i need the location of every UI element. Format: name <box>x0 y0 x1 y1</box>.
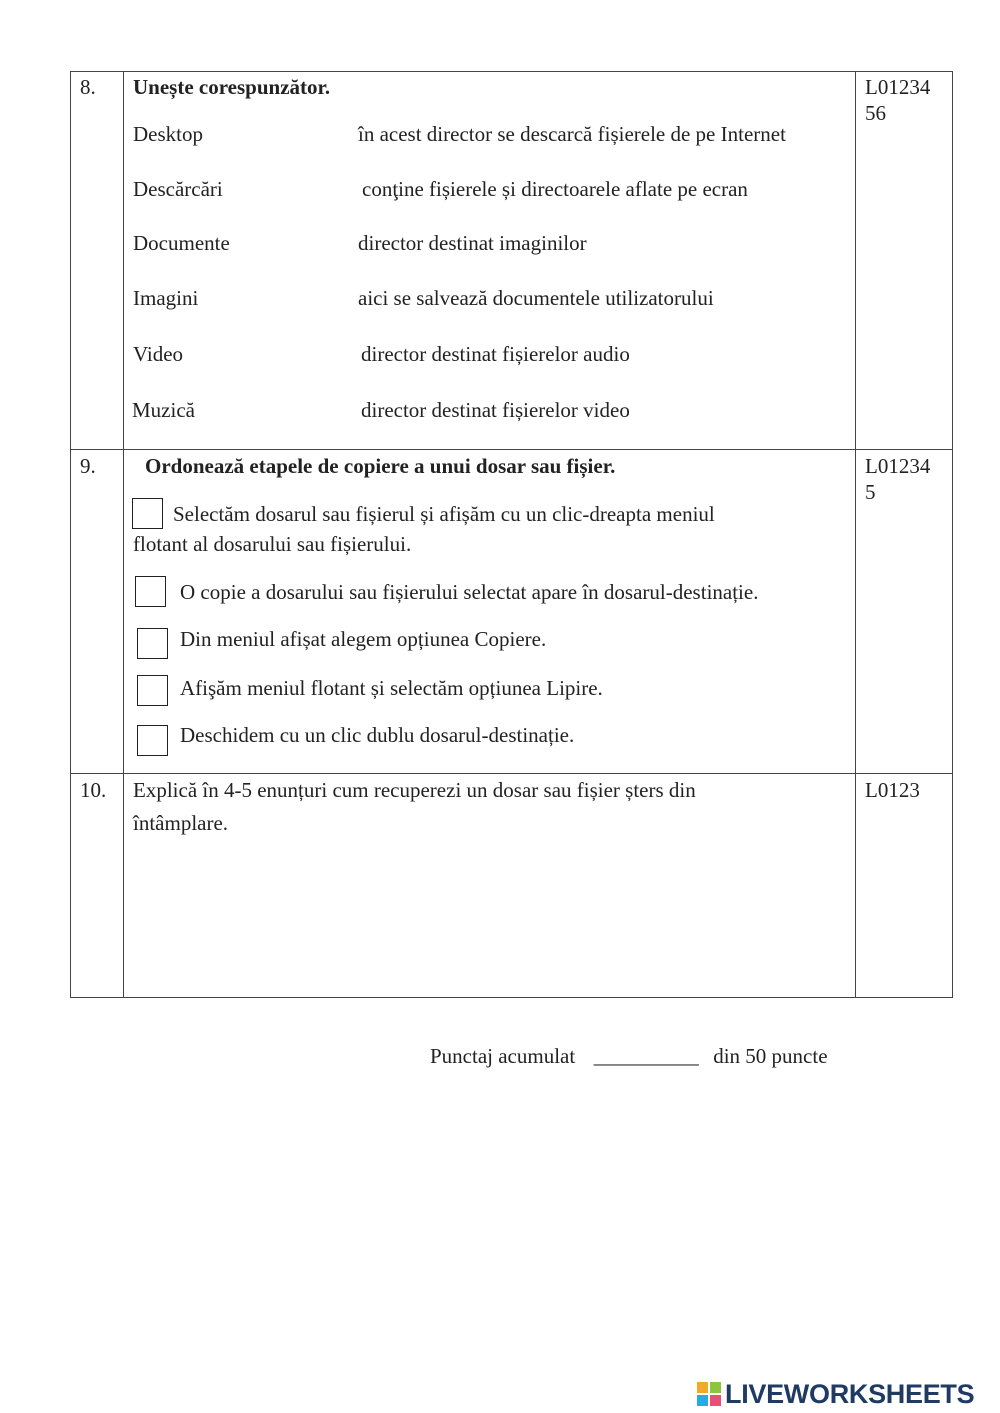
match-left-item: Video <box>133 342 184 366</box>
table-border-bottom <box>70 997 953 998</box>
match-left-item: Muzică <box>132 398 195 422</box>
score-suffix: din 50 puncte <box>713 1044 828 1068</box>
table-border-right <box>952 71 953 998</box>
learning-code-line2: 56 <box>865 101 886 125</box>
match-left-item: Documente <box>133 231 230 255</box>
order-checkbox[interactable] <box>137 725 168 756</box>
step-text: Afişăm meniul flotant și selectăm opțiunea Lipire. <box>180 676 603 700</box>
score-line <box>430 1043 828 1069</box>
match-right-item: director destinat fișierelor audio <box>361 342 630 366</box>
question-text-continued: întâmplare. <box>133 811 229 835</box>
learning-code-line1: L01234 <box>865 75 931 99</box>
match-right-item: director destinat fișierelor video <box>361 398 630 422</box>
match-left-item: Descărcări <box>133 177 223 201</box>
liveworksheets-logo <box>697 1377 974 1411</box>
match-right-item: conţine fișierele și directoarele aflate pe ecran <box>362 177 748 201</box>
table-border-left <box>70 71 71 998</box>
question-number: 10. <box>80 778 107 802</box>
order-checkbox[interactable] <box>137 628 168 659</box>
table-col-number-divider <box>123 71 124 998</box>
learning-code-line1: L01234 <box>865 454 931 478</box>
question-number: 8. <box>80 75 96 99</box>
order-checkbox[interactable] <box>137 675 168 706</box>
answer-area[interactable] <box>128 845 850 990</box>
question-number: 9. <box>80 454 96 478</box>
step-text: O copie a dosarului sau fișierului selectat apare în dosarul-destinație. <box>180 580 759 604</box>
learning-code-line2: 5 <box>865 480 876 504</box>
step-text-continued: flotant al dosarului sau fișierului. <box>133 532 412 556</box>
score-label: Punctaj acumulat <box>430 1044 576 1068</box>
step-text: Deschidem cu un clic dublu dosarul-destinație. <box>180 723 575 747</box>
match-left-item: Imagini <box>133 286 199 310</box>
table-divider-q10 <box>70 773 953 774</box>
question-title: Ordonează etapele de copiere a unui dosar sau fișier. <box>145 454 616 478</box>
step-text: Selectăm dosarul sau fișierul și afișăm cu un clic-dreapta meniul <box>173 502 715 526</box>
score-blank[interactable]: __________ <box>593 1044 699 1068</box>
order-checkbox[interactable] <box>132 498 163 529</box>
match-left-item: Desktop <box>133 122 203 146</box>
match-right-item: aici se salvează documentele utilizatorului <box>358 286 714 310</box>
table-border-top <box>70 71 953 72</box>
learning-code: L0123 <box>865 778 920 802</box>
match-right-item: director destinat imaginilor <box>358 231 587 255</box>
table-col-code-divider <box>855 71 856 998</box>
logo-wordmark: LIVEWORKSHEETS <box>725 1378 975 1409</box>
liveworksheets-logo-icon <box>697 1380 723 1408</box>
question-title: Unește corespunzător. <box>133 75 331 99</box>
question-text: Explică în 4-5 enunțuri cum recuperezi un dosar sau fișier șters din <box>133 778 696 802</box>
order-checkbox[interactable] <box>135 576 166 607</box>
table-divider-q9 <box>70 449 953 450</box>
match-right-item: în acest director se descarcă fișierele de pe Internet <box>358 122 786 146</box>
step-text: Din meniul afișat alegem opțiunea Copiere. <box>180 627 547 651</box>
